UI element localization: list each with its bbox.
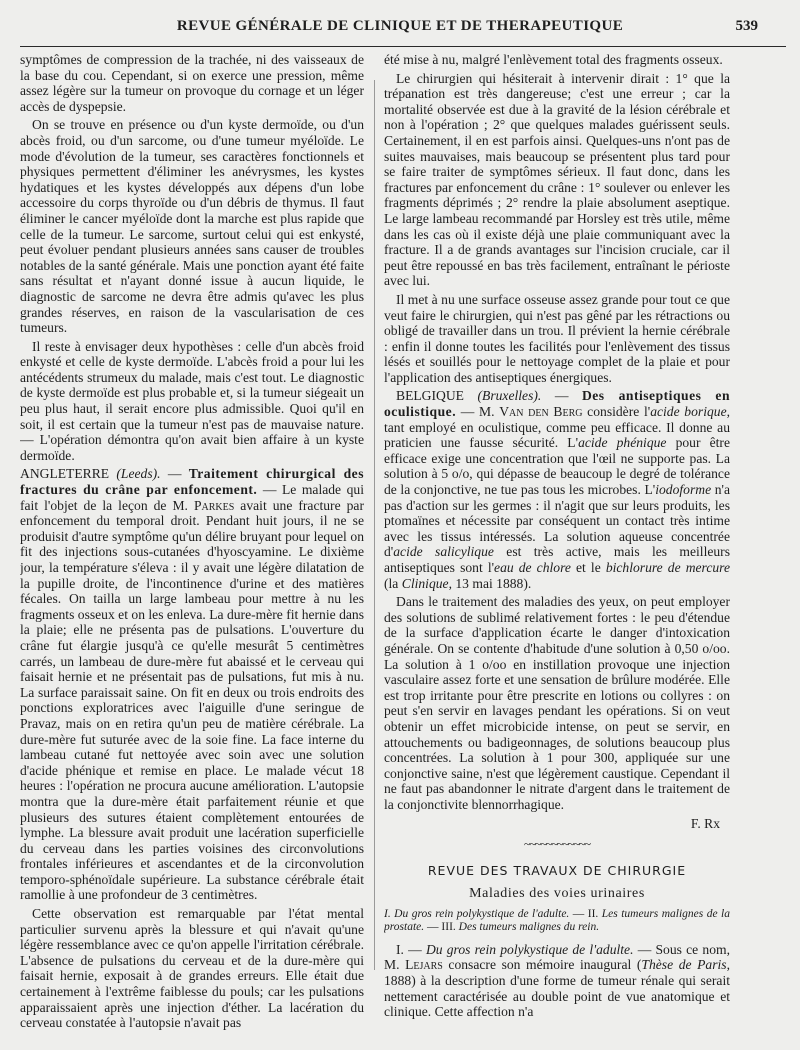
column-divider [374,80,375,970]
paragraph: Dans le traitement des maladies des yeux, on peut employer des solutions de sublimé relativement fortes : le peu d'étendue de la surface d'application écarte le danger d'intoxication générale. On se contente d'habitude d'une solution à 0,50 o/oo. La solution à 1 o/oo en instillation provoque une injection vasculaire assez forte et une sensation de brûlure modérée. Elle est trop irritante pour être prescrite en lotions ou collyres : on peut s'en servir en lavages pendant les opérations. Si on veut obtenir un effet microbicide intense, on peut se servir, en attouchements ou badigeonnages, de solutions beaucoup plus concentrées. La solution à 1 pour 300, appliquée sur une conjonctive saine, n'est que légèrement caustique. Cependant il ne faut pas abandonner le nitrate d'argent dans le traitement de la conjonctivite blennorrhagique. [384,594,730,812]
term: acide borique [650,404,727,420]
article-lejars [384,942,730,1020]
country-label: BELGIQUE [396,388,464,404]
paragraph: Il reste à envisager deux hypothèses : celle d'un abcès froid enkysté et celle de kyste dermoïde. L'abcès froid a pour lui les antécédents strumeux du malade, mais c'est tout. Le diagnostic de kyste dermoïde est plus probable et, si la tumeur siégeait un peu plus haut, il serait encore plus admissible. Quoi qu'il en soit, il est certain que la tumeur n'est pas de mauvaise nature. — L'opération démontra qu'on avait bien affaire à un kyste dermoïde. [20,338,364,463]
term: eau de chlore [494,560,571,575]
article-text: — Le malade qui fait l'objet de la leçon de M. [20,482,364,513]
term: acide phénique [578,435,667,451]
article-text: , 1888) à la description d'une forme de tumeur rénale qui serait nettement caractérisée au double point de vue anatomique et clinique. Cette affection n'a [384,957,730,1020]
page-number: 539 [735,18,758,34]
header-rule [20,46,786,47]
running-title: REVUE GÉNÉRALE DE CLINIQUE ET DE THERAPEUTIQUE [176,18,624,34]
article-rubric: Traitement chirurgical des fractures du crâne par enfoncement. [20,466,364,498]
paragraph: On se trouve en présence ou d'un kyste dermoïde, ou d'un abcès froid, ou d'un sarcome, ou d'une tumeur myéloïde. Le mode d'évolution de la tumeur, ses caractères fonctionnels et physiques permettent d'éliminer les anévrysmes, les kystes hydatiques et les kystes développés aux dépens d'un lobe accessoire du corps thyroïde ou d'un débris de thymus. Il faut éliminer le cancer myéloïde dont la marche est plus rapide que celle de la tumeur. Le sarcome, surtout celui qui est enkysté, peut évoluer pendant plusieurs années sans causer de troubles notables de la santé générale. Mais une ponction ayant été faite sans résultat et n'ayant donné issue à aucun liquide, le diagnostic de sarcome ne devra être admis qu'avec les plus grandes réserves, en raison de la vascularisation de ces tumeurs. [20,117,364,336]
city-label: (Leeds). [116,466,161,482]
citation: Thèse de Paris [641,957,727,973]
term: Clinique [401,575,449,591]
article-text: considère l' [582,404,651,420]
article-text: (la [384,575,402,591]
contents-item: Des tumeurs malignes du rein. [458,920,600,933]
section-title: REVUE DES TRAVAUX DE CHIRURGIE [427,862,687,878]
paragraph: été mise à nu, malgré l'enlèvement total des fragments osseux. [384,52,723,67]
paragraph: Le chirurgien qui hésiterait à intervenir dirait : 1° que la trépanation est très dangereuse; c'est une erreur ; car la mortalité observée est due à la gravité de la lésion cérébrale et non à l'opération ; 2° que quelques malades guérissent seuls. Certainement, il en est parfois ainsi. Quelques-uns n'ont pas de suites mauvaises, mais beaucoup se présentent plus tard pour se faire traiter de symptômes sérieux. Il faut donc, dans les fractures par enfoncement du crâne : 1° soulever ou enlever les fragments déprimés ; 2° rendre la plaie absolument aseptique. Le large lambeau recommandé par Horsley est très utile, même dans les cas où il existe déjà une plaie communiquant avec la fracture. Il a de grands avantages sur l'incision cruciale, car il peut être repoussé en bas très facilement, entraînant le périoste avec lui. [384,70,730,289]
paragraph: Il met à nu une surface osseuse assez grande pour tout ce que veut faire le chirurgien, qui n'est pas gêné par les rétractions ou obligé de travailler dans un trou. Il prévient la hernie cérébrale : enfin il donne toutes les facilités pour l'enlèvement des tissus lésés et souillés pour le nettoyage complet de la plaie et pour l'application des antiseptiques énergiques. [384,291,730,385]
dash: — [160,466,189,482]
article-text: est très active, mais les meilleurs antiseptiques sont l' [384,544,730,575]
article-text: avait une fracture par enfoncement du temporal droit. Pendant huit jours, il ne se produisit d'autre symptôme qu'un délire bruyant pour lequel on fit des injections sous-cutanées d'hyoscyamine. Le dixième jour, la température s'éleva : il y avait une légère dilatation de la pupille droite, de l'incontinence d'urine et des matières fécales. On tailla un large lambeau pour mettre à nu les fragments osseux et on les enleva. La dure-mère fit hernie dans la plaie; elle ne présenta pas de pulsations. L'ouverture du crâne fut élargie jusqu'à ce qu'elle mesurât 5 centimètres carrés, un lambeau de dure-mère fut abaissé et le cerveau qui faisait hernie et ne présentait pas de pulsations, fut mis à nu. La surface paraissait saine. On fit en deux ou trois endroits des ponctions exploratrices avec l'aiguille d'une seringue de Pravaz, mais on en retira qu'un peu de matière cérébrale. La dure-mère fut suturée avec de la soie fine. La face interne du lambeau cutané fut nettoyée avec soin avec une solution d'acide phénique et remise en place. Le malade vécut 18 heures : l'opération ne procura aucune amélioration. L'autopsie montra que la dure-mère était parfaitement réunie et que plusieurs des sutures étaient complètement entourées de lymphe. La blessure avait produit une lacération superficielle du cerveau dans les parties voisines des circonvolutions frontales inférieures et ascendantes et de la circonvolution temporo-sphénoïdale supérieure. La substance cérébrale était ramollie à une profondeur de 3 centimètres. [20,497,364,903]
article-text: — M. [456,404,500,420]
subsection-title: Maladies des voies urinaires [469,886,645,902]
page-header [0,18,800,44]
contents-summary [384,908,730,934]
article-number: I. — [396,941,426,957]
article-angleterre [20,466,364,903]
term: bichlorure de mercure [605,560,730,575]
article-text: , tant employé en oculistique, comme peu efficace. Il donne au praticien une fausse sécurité. L' [384,404,730,451]
article-text: , 13 mai 1888). [448,575,532,591]
article-belgique [384,388,730,591]
dash: — [541,388,582,404]
left-column [20,52,364,1040]
contents-item: Les tumeurs malignes de la prostate. [384,907,730,933]
country-label: ANGLETERRE [20,466,110,482]
article-text: et le [570,560,606,575]
signature: F. Rx [690,815,720,831]
author-name: Parkes [193,497,235,513]
article-text: pour être efficace exige une concentration que l'œil ne supporte pas. La solution à 5 o/o, qui dépasse de beaucoup le degré de tolérance de la conjonctive, ne tue pas tous les microbes. L' [384,435,730,498]
article-title: Du gros rein polykystique de l'adulte. [425,941,634,957]
city-label: (Bruxelles). [477,388,542,404]
ornament-rule: ~~~~~~~~~~~~ [524,837,590,852]
article-rubric: Des antiseptiques en oculistique. [384,388,730,420]
article-text: n'a pas d'action sur les germes : il n'agit que sur leurs produits, les ptomaïnes et nécessite par conséquent un contact très intime avec les tissus intéressés. La solution aqueuse concentrée d' [384,482,730,560]
author-name: Lejars [405,957,443,973]
term: iodoforme [655,482,712,498]
contents-separator: — III. [424,920,459,933]
paragraph: symptômes de compression de la trachée, ni des vaisseaux de la base du cou. Cependant, si on exerce une pression, même assez légère sur la tumeur on provoque du cornage et un léger accès de dyspepsie. [20,52,364,114]
author-name: Van den Berg [499,404,583,420]
article-text: consacre son mémoire inaugural ( [442,957,642,973]
term: acide salicylique [393,544,494,560]
article-text: — Sous ce nom, M. [384,941,730,973]
right-column [384,52,730,1040]
paragraph: Cette observation est remarquable par l'état mental particulier survenu après la blessure et qui n'avait qu'une légère ressemblance avec ce qu'on appelle l'irritation cérébrale. L'absence de pulsations du cerveau et de la dure-mère qui faisait hernie, exposait à de grandes erreurs. Elle était due certainement à l'extrême faiblesse du pouls; car les pulsations apparaissaient après une injection d'éther. La lacération du cerveau constatée à l'autopsie n'avait pas [20,906,364,1031]
contents-item: I. Du gros rein polykystique de l'adulte. [384,907,570,920]
contents-separator: — II. [569,907,602,920]
